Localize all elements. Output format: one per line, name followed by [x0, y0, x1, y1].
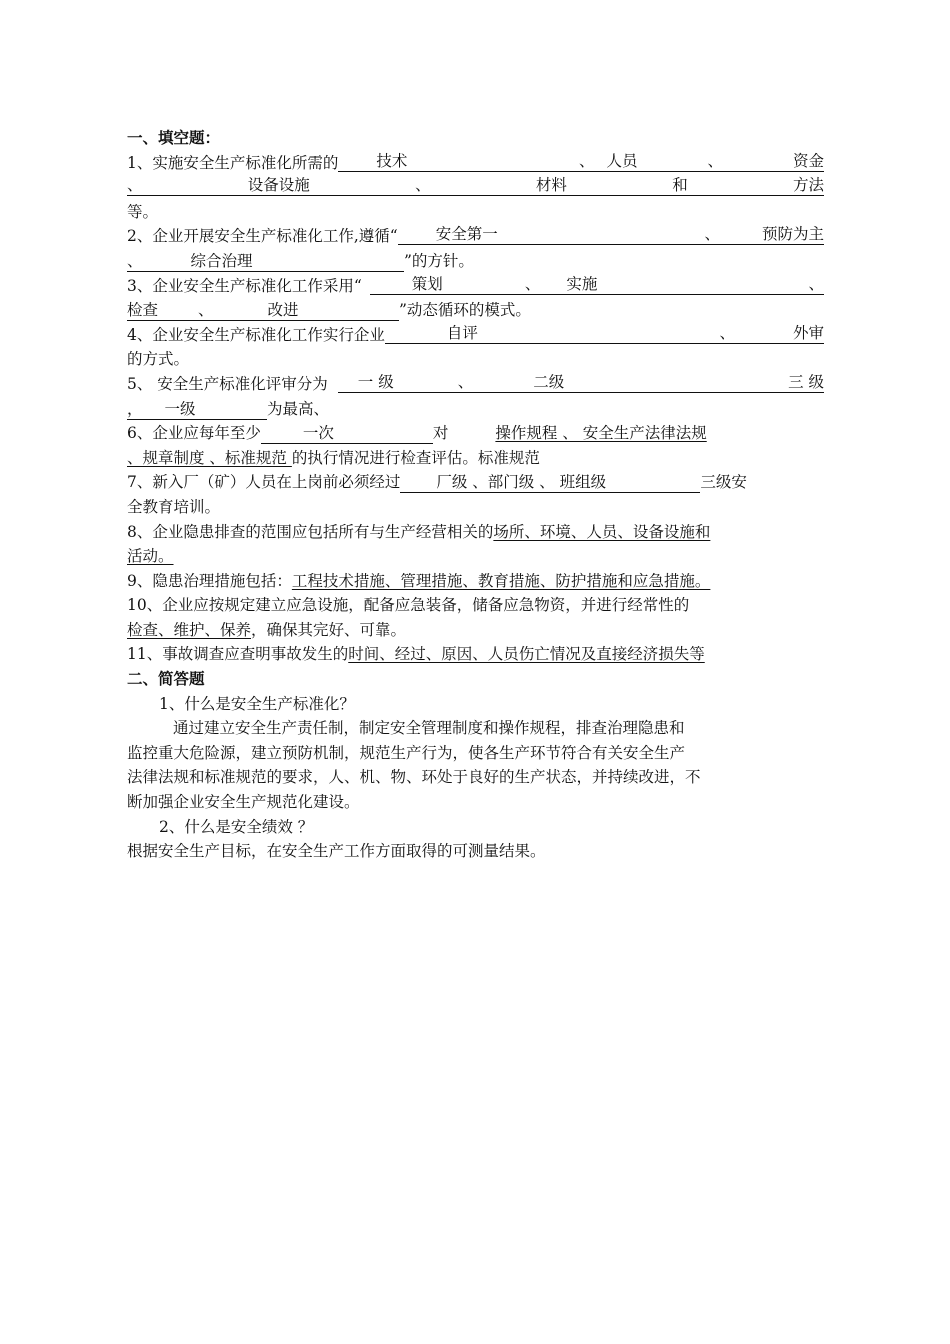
q7-blank-1 — [400, 472, 700, 493]
question-5-line-1 — [127, 372, 824, 397]
q9-answer-measures: 工程技术措施、管理措施、教育措施、防护措施和应急措施。 — [291, 571, 711, 590]
q5-answer-level-1: 一 级 — [357, 372, 394, 391]
q3-sep: 、 — [524, 274, 541, 293]
q5-blank-2 — [127, 399, 267, 420]
q10-suffix: ，确保其完好、可靠。 — [251, 620, 407, 639]
q6-answer-standards: 、规章制度 、标准规范 — [127, 448, 292, 467]
q1-answer-personnel: 人员 — [606, 151, 638, 170]
q6-suffix: 的执行情况进行检查评估。标准规范 — [291, 448, 540, 467]
q3-sep: 、 — [808, 274, 824, 293]
question-4-line-2: 的方式。 — [127, 350, 190, 369]
q1-answer-funds: 资金 — [792, 151, 824, 170]
q6-mid: 对 — [432, 424, 449, 443]
q4-answer-external-audit: 外审 — [792, 323, 824, 342]
q1-sep: 、 — [415, 176, 431, 195]
q1-answer-methods: 方法 — [792, 176, 824, 195]
q4-answer-self-eval: 自评 — [446, 323, 478, 342]
question-1-line-2 — [127, 175, 824, 200]
q7-suffix: 三级安 — [700, 473, 747, 492]
q2-suffix: ”的方针。 — [404, 251, 474, 270]
q1-sep: 、 — [578, 151, 595, 170]
question-6-line-1 — [127, 421, 824, 446]
q1-conj: 和 — [672, 176, 688, 195]
q1-answer-technology: 技术 — [376, 151, 408, 170]
q5-sep: ， — [127, 399, 143, 418]
short-answer-1-line-3: 法律法规和标准规范的要求，人、机、物、环处于良好的生产状态，并持续改进，不 — [127, 768, 701, 787]
short-answer-1-line-4: 断加强企业安全生产规范化建设。 — [127, 793, 360, 812]
q1-answer-materials: 材料 — [535, 176, 567, 195]
q2-blank-2 — [127, 251, 404, 272]
question-9-line-1 — [127, 569, 824, 594]
q10-answer-maintenance: 检查、维护、保养 — [127, 620, 252, 639]
question-8-line-1 — [127, 520, 824, 545]
q1-answer-equipment: 设备设施 — [247, 176, 310, 195]
q6-prefix: 6、企业应每年至少 — [127, 424, 261, 443]
question-11-line-1 — [127, 642, 824, 667]
q2-answer-prevention: 预防为主 — [761, 225, 824, 244]
q6-blank-1 — [261, 423, 433, 444]
question-8-line-2 — [127, 544, 824, 569]
short-answer-1-line-2: 监控重大危险源，建立预防机制，规范生产行为，使各生产环节符合有关安全生产 — [127, 743, 686, 762]
q5-prefix: 5、 安全生产标准化评审分为 — [127, 374, 328, 393]
q3-answer-act: 改进 — [267, 301, 299, 320]
question-10-line-2 — [127, 618, 824, 643]
short-answer-2-line-1: 根据安全生产目标，在安全生产工作方面取得的可测量结果。 — [127, 842, 546, 861]
question-3-line-1 — [127, 274, 824, 299]
q3-blank-1 — [370, 274, 824, 295]
q2-sep: 、 — [704, 225, 720, 244]
question-2-line-2 — [127, 249, 824, 274]
section-heading-fill-blank: 一、填空题： — [127, 129, 221, 147]
question-7-line-2: 全教育培训。 — [127, 497, 221, 516]
q5-sep: 、 — [457, 372, 474, 391]
q8-prefix: 8、企业隐患排查的范围应包括所有与生产经营相关的 — [127, 522, 494, 541]
q1-sep: 、 — [127, 176, 143, 195]
q4-prefix: 4、企业安全生产标准化工作实行企业 — [127, 325, 385, 344]
q11-answer-investigation: 时间、经过、原因、人员伤亡情况及直接经济损失等 — [348, 645, 705, 664]
short-answer-question-2: 2、什么是安全绩效 ？ — [159, 817, 314, 836]
q4-sep: 、 — [719, 323, 735, 342]
document-page — [127, 126, 824, 864]
q2-answer-safety-first: 安全第一 — [435, 225, 498, 244]
short-answer-1-line-1: 通过建立安全生产责任制，制定安全管理制度和操作规程，排查治理隐患和 — [173, 719, 685, 738]
q3-answer-plan: 策划 — [411, 274, 443, 293]
q6-answer-regulations: 操作规程 、 安全生产法律法规 — [495, 424, 707, 443]
question-1-line-1 — [127, 151, 824, 176]
q3-blank-2 — [127, 300, 399, 321]
q2-blank-1 — [398, 224, 824, 245]
q8-answer-activities: 活动。 — [127, 547, 174, 566]
question-4-line-1 — [127, 323, 824, 348]
section-heading-short-answer: 二、简答题 — [127, 670, 205, 689]
q1-blank-2 — [127, 175, 824, 196]
question-5-line-2 — [127, 397, 824, 422]
q5-answer-highest: 一级 — [164, 399, 196, 418]
q8-answer-scope: 场所、环境、人员、设备设施和 — [493, 522, 711, 541]
q1-blank-1 — [338, 151, 824, 172]
q2-prefix: 2、企业开展安全生产标准化工作,遵循“ — [127, 227, 398, 246]
q3-sep: 、 — [198, 301, 214, 320]
q11-prefix: 11、事故调查应查明事故发生的 — [127, 645, 349, 664]
question-6-line-2 — [127, 446, 824, 471]
q3-answer-do: 实施 — [566, 274, 598, 293]
q2-answer-comprehensive: 综合治理 — [190, 251, 253, 270]
q3-prefix: 3、企业安全生产标准化工作采用“ — [127, 276, 362, 295]
q5-blank-1 — [338, 372, 824, 393]
q1-prefix: 1、实施安全生产标准化所需的 — [127, 153, 339, 172]
q5-answer-level-2: 二级 — [533, 372, 565, 391]
question-1-line-3: 等。 — [127, 202, 159, 221]
question-3-line-2 — [127, 298, 824, 323]
q1-sep: 、 — [707, 151, 723, 170]
q3-suffix: ”动态循环的模式。 — [399, 301, 531, 320]
short-answer-question-1: 1、什么是安全生产标准化？ — [159, 694, 355, 713]
question-10-line-1: 10、企业应按规定建立应急设施，配备应急装备，储备应急物资，并进行经常性的 — [127, 596, 690, 615]
q3-answer-check: 检查 — [127, 301, 159, 320]
q7-prefix: 7、新入厂（矿）人员在上岗前必须经过 — [127, 473, 401, 492]
q6-answer-once: 一次 — [302, 424, 334, 443]
q9-prefix: 9、隐患治理措施包括： — [127, 571, 292, 590]
q2-sep: 、 — [127, 251, 143, 270]
q5-suffix: 为最高、 — [267, 399, 330, 418]
q5-answer-level-3: 三 级 — [788, 372, 824, 391]
q7-answer-three-levels: 厂级 、部门级 、 班组级 — [436, 473, 607, 492]
question-7-line-1 — [127, 470, 824, 495]
q4-blank-1 — [385, 323, 824, 344]
question-2-line-1 — [127, 224, 824, 249]
